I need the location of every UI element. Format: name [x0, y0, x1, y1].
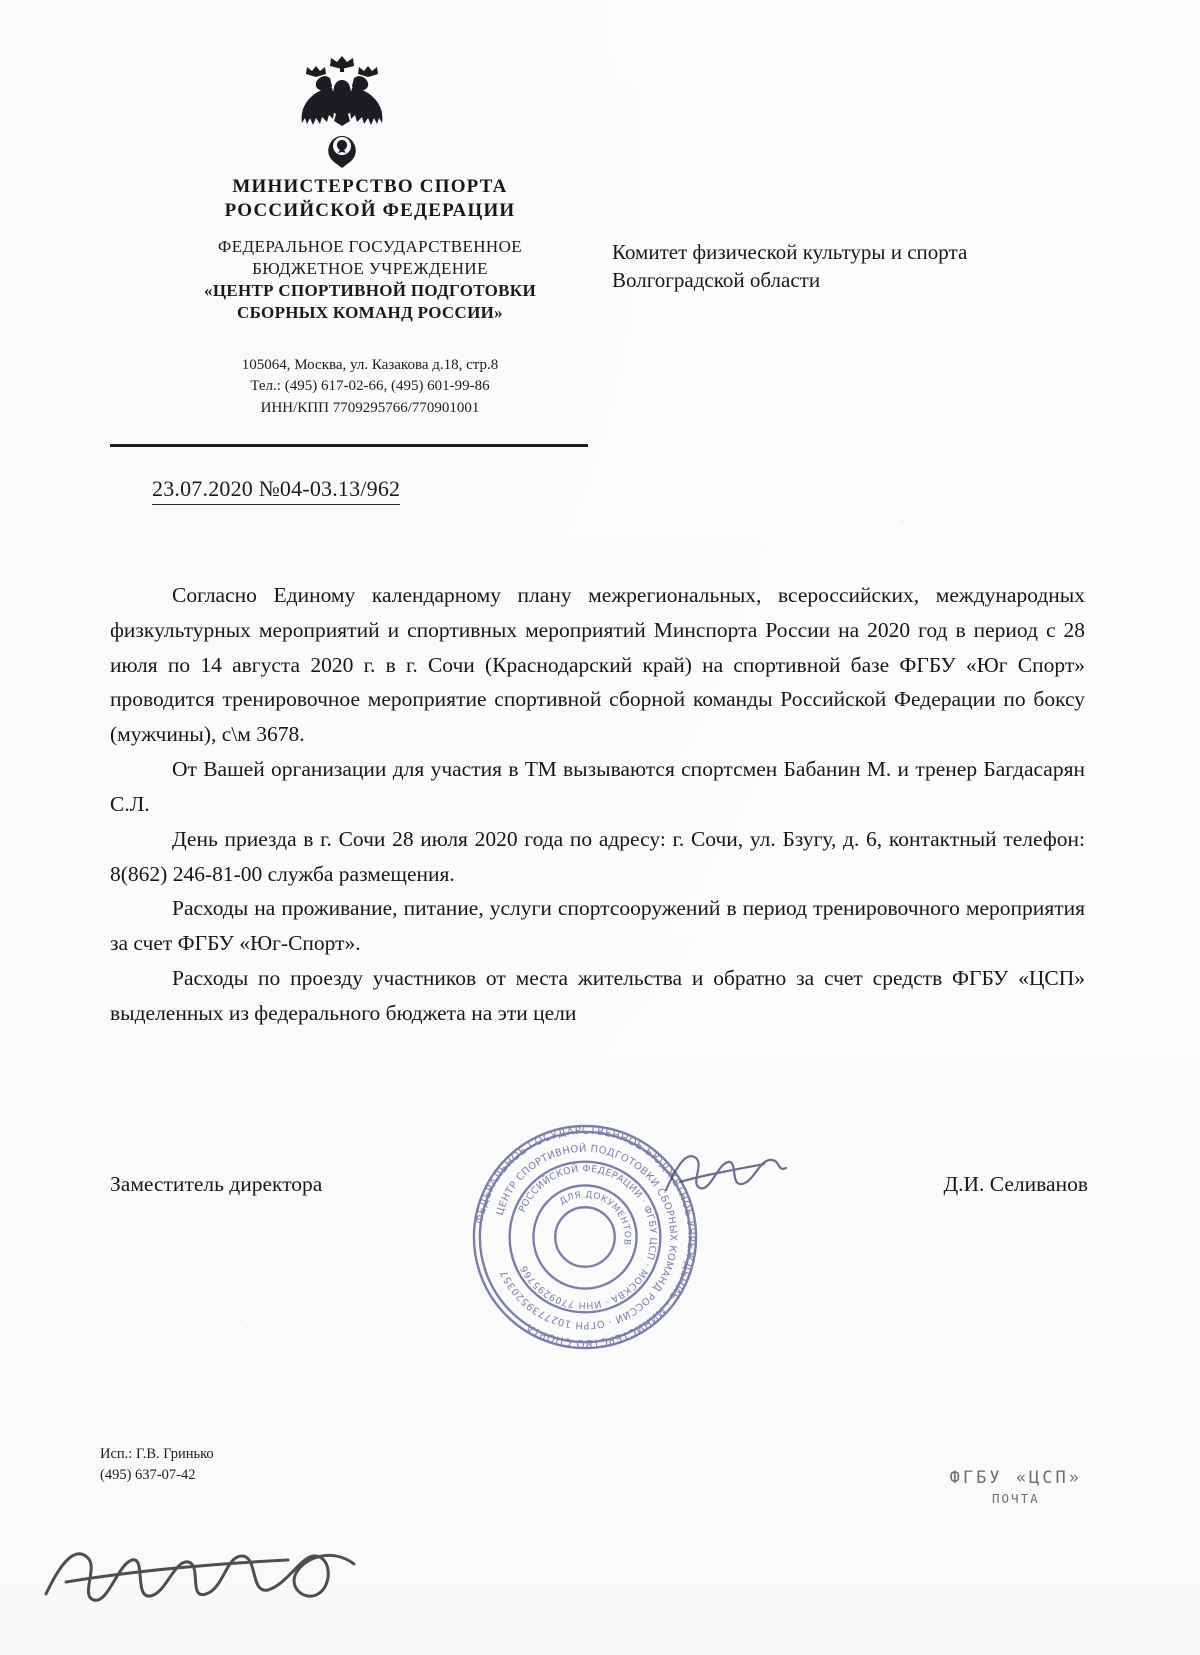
body-paragraph: Согласно Единому календарному плану межрегиональных, всероссийских, международных физкультурных мероприятий и спортивных мероприятий Минспорта России на 2020 год в период с 28 июля по 14 августа 2020 г. в г. Сочи (Краснодарский край) на спортивной базе ФГБУ «Юг Спорт» проводится тренировочное мероприятие спортивной сборной команды Российской Федерации по боксу (мужчины), с\м 3678. — [110, 583, 1085, 747]
addressee-line-2: Волгоградской области — [612, 268, 821, 293]
inn-kpp-line: ИНН/КПП 7709295766/770901001 — [260, 399, 480, 416]
phone-line: Тел.: (495) 617-02-66, (495) 601-99-86 — [250, 378, 490, 395]
addressee-line-1: Комитет физической культуры и спорта — [612, 240, 968, 264]
scan-artifact — [240, 1320, 242, 1322]
body-paragraph: Расходы по проезду участников от места жительства и обратно за счет средств ФГБУ «ЦСП» выделенных из федерального бюджета на эти цели — [110, 966, 1085, 1025]
org-line-1: ФЕДЕРАЛЬНОЕ ГОСУДАРСТВЕННОЕ — [217, 237, 523, 256]
svg-text:ФЕДЕРАЛЬНОЕ ГОСУДАРСТВЕННОЕ БЮ: ФЕДЕРАЛЬНОЕ ГОСУДАРСТВЕННОЕ БЮДЖЕТНОЕ УЧРЕЖДЕНИЕ · МИНИСТЕРСТВО СПОРТА — [473, 1124, 698, 1350]
handwritten-signature-bottom — [36, 1520, 366, 1630]
letterhead-divider — [110, 444, 588, 447]
executor-phone: (495) 637-07-42 — [100, 1467, 196, 1484]
body-paragraph: Расходы на проживание, питание, услуги спортсооружений в период тренировочного мероприятия за счет ФГБУ «Юг-Спорт». — [110, 896, 1085, 956]
addressee-block — [612, 238, 1082, 295]
body-paragraph: От Вашей организации для участия в ТМ вызываются спортсмен Бабанин М. и тренер Багдасарян С.Л. — [110, 757, 1085, 816]
ministry-line-2: РОССИЙСКОЙ ФЕДЕРАЦИИ — [224, 200, 516, 222]
executor-info — [100, 1444, 214, 1486]
address-line: 105064, Москва, ул. Казакова д.18, стр.8 — [241, 357, 499, 373]
mail-stamp-line-2: ПОЧТА — [992, 1491, 1040, 1506]
svg-text:ЦЕНТР СПОРТИВНОЙ ПОДГОТОВКИ СБ: ЦЕНТР СПОРТИВНОЙ ПОДГОТОВКИ СБОРНЫХ КОМАНД РОССИИ · ОГРН 1027739520357 — [494, 1143, 679, 1331]
org-line-3: «ЦЕНТР СПОРТИВНОЙ ПОДГОТОВКИ — [204, 281, 536, 301]
signatory-name: Д.И. Селиванов — [943, 1172, 1088, 1196]
russian-double-headed-eagle-emblem — [282, 52, 402, 170]
body-paragraph: День приезда в г. Сочи 28 июля 2020 года по адресу: г. Сочи, ул. Бзугу, д. 6, контактный телефон: 8(862) 246-81-00 служба размещения. — [110, 826, 1085, 886]
handwritten-signature — [660, 1138, 790, 1208]
ministry-line-1: МИНИСТЕРСТВО СПОРТА — [232, 176, 508, 197]
ministry-heading — [110, 175, 630, 224]
letter-body — [110, 578, 1085, 1031]
org-line-2: БЮДЖЕТНОЕ УЧРЕЖДЕНИЕ — [252, 259, 488, 279]
mail-stamp-line-1: ФГБУ «ЦСП» — [949, 1468, 1082, 1488]
svg-text:ДЛЯ ДОКУМЕНТОВ: ДЛЯ ДОКУМЕНТОВ — [558, 1190, 632, 1247]
svg-text:РОССИЙСКОЙ ФЕДЕРАЦИИ · ФГБУ ЦС: РОССИЙСКОЙ ФЕДЕРАЦИИ · ФГБУ ЦСП · МОСКВА · ИНН 7709295766 — [516, 1163, 659, 1311]
organization-heading — [110, 236, 630, 324]
scan-artifact — [900, 520, 903, 523]
executor-name: Исп.: Г.В. Гринько — [100, 1446, 214, 1462]
document-number: 23.07.2020 №04-03.13/962 — [152, 476, 400, 505]
mail-stamp — [950, 1468, 1082, 1506]
org-line-4: СБОРНЫХ КОМАНД РОССИИ» — [237, 303, 503, 323]
signatory-title: Заместитель директора — [110, 1172, 323, 1196]
organization-contacts — [110, 355, 630, 419]
